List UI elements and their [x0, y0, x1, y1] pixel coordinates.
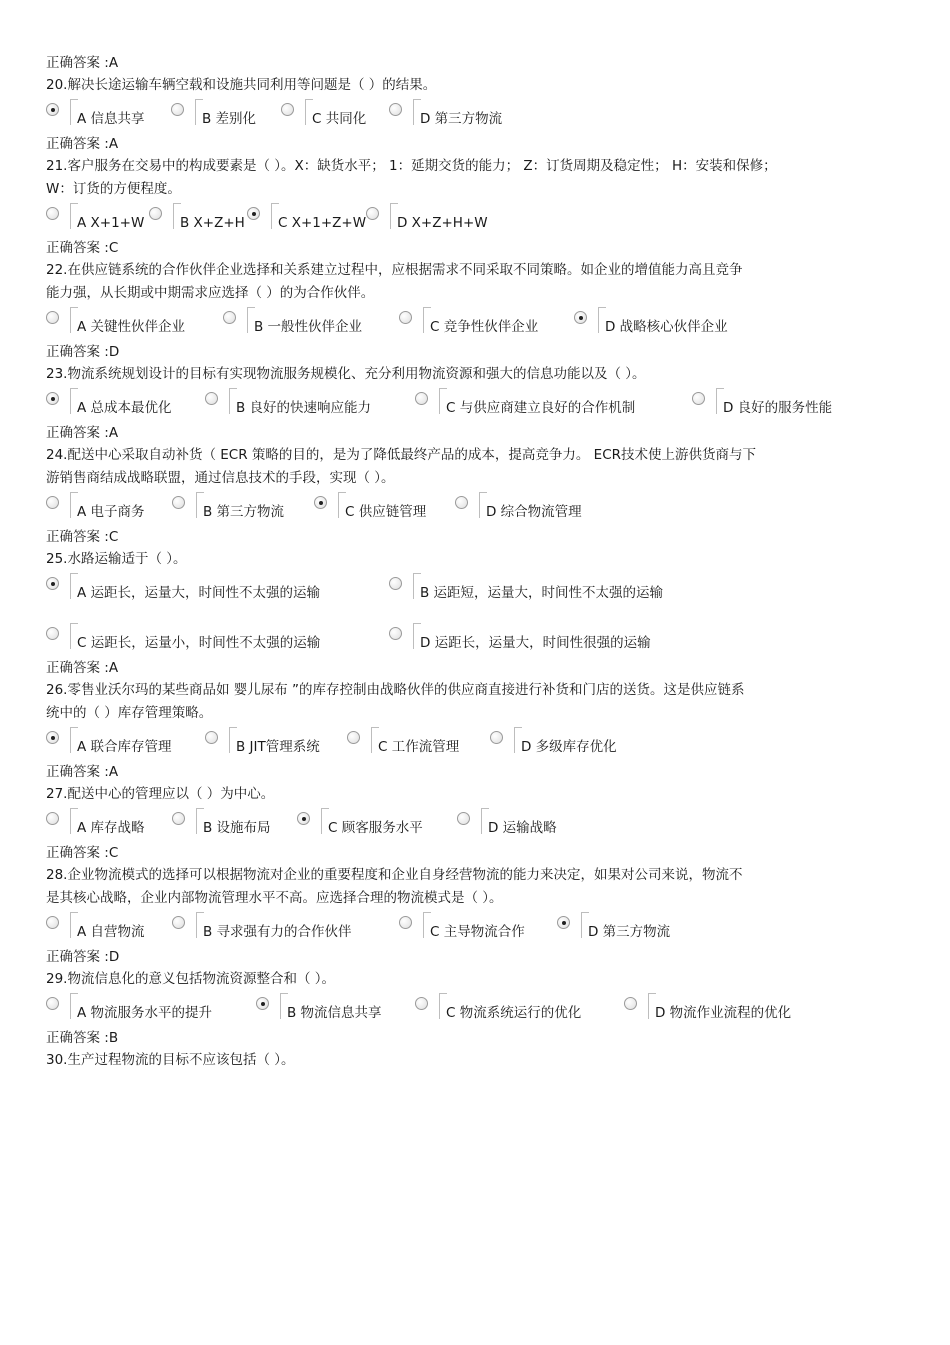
radio-unselected-icon[interactable]: [389, 627, 402, 640]
option-row: [46, 577, 906, 603]
question-text: 22.在供应链系统的合作伙伴企业选择和关系建立过程中，应根据需求不同采取不同策略。如企业的增值能力高且竞争: [46, 262, 743, 278]
option-row: [46, 392, 906, 418]
option-label: B 运距短，运量大，时间性不太强的运输: [420, 585, 664, 601]
question-text: 30.生产过程物流的目标不应该包括（ ）。: [46, 1052, 295, 1068]
radio-unselected-icon[interactable]: [205, 731, 218, 744]
radio-unselected-icon[interactable]: [46, 207, 59, 220]
radio-selected-icon[interactable]: [256, 997, 269, 1010]
option-row: [46, 916, 906, 942]
radio-unselected-icon[interactable]: [205, 392, 218, 405]
correct-answer: 正确答案 :A: [46, 136, 119, 152]
radio-unselected-icon[interactable]: [46, 496, 59, 509]
radio-unselected-icon[interactable]: [457, 812, 470, 825]
correct-answer: 正确答案 :C: [46, 240, 119, 256]
option-label: A 关键性伙伴企业: [77, 319, 186, 335]
option-label: D 综合物流管理: [486, 504, 582, 520]
option-label: C 运距长，运量小，时间性不太强的运输: [77, 635, 321, 651]
option-label: C 供应链管理: [345, 504, 427, 520]
option-label: C 工作流管理: [378, 739, 460, 755]
correct-answer: 正确答案 :A: [46, 425, 119, 441]
radio-unselected-icon[interactable]: [415, 392, 428, 405]
option-label: B 设施布局: [203, 820, 271, 836]
option-row: [46, 103, 906, 129]
option-label: D 第三方物流: [420, 111, 503, 127]
radio-selected-icon[interactable]: [46, 731, 59, 744]
radio-unselected-icon[interactable]: [399, 916, 412, 929]
question-text: W：订货的方便程度。: [46, 181, 181, 197]
option-row: [46, 496, 906, 522]
option-label: A 库存战略: [77, 820, 145, 836]
option-label: A 电子商务: [77, 504, 145, 520]
correct-answer: 正确答案 :A: [46, 660, 119, 676]
correct-answer: 正确答案 :A: [46, 764, 119, 780]
radio-unselected-icon[interactable]: [172, 496, 185, 509]
option-label: A 信息共享: [77, 111, 145, 127]
option-label: D 良好的服务性能: [723, 400, 833, 416]
correct-answer: 正确答案 :C: [46, 529, 119, 545]
option-label: A 联合库存管理: [77, 739, 172, 755]
correct-answer: 正确答案 :D: [46, 949, 120, 965]
option-label: B JIT管理系统: [236, 739, 320, 755]
radio-unselected-icon[interactable]: [347, 731, 360, 744]
option-label: A 总成本最优化: [77, 400, 172, 416]
question-text: 是其核心战略，企业内部物流管理水平不高。应选择合理的物流模式是（ ）。: [46, 890, 503, 906]
radio-unselected-icon[interactable]: [46, 997, 59, 1010]
option-label: C 共同化: [312, 111, 367, 127]
question-text: 25.水路运输适于（ ）。: [46, 551, 187, 567]
option-label: D 第三方物流: [588, 924, 671, 940]
radio-unselected-icon[interactable]: [172, 916, 185, 929]
radio-selected-icon[interactable]: [46, 392, 59, 405]
correct-answer: 正确答案 :D: [46, 344, 120, 360]
question-text: 20.解决长途运输车辆空载和设施共同利用等问题是（ ）的结果。: [46, 77, 437, 93]
option-label: B 一般性伙伴企业: [254, 319, 363, 335]
option-label: B 良好的快速响应能力: [236, 400, 372, 416]
option-row: [46, 731, 906, 757]
question-text: 23.物流系统规划设计的目标有实现物流服务规模化、充分利用物流资源和强大的信息功能以及（ ）。: [46, 366, 646, 382]
radio-selected-icon[interactable]: [46, 577, 59, 590]
radio-unselected-icon[interactable]: [692, 392, 705, 405]
option-label: A 自营物流: [77, 924, 145, 940]
correct-answer: 正确答案 :B: [46, 1030, 119, 1046]
option-row: [46, 311, 906, 337]
radio-selected-icon[interactable]: [574, 311, 587, 324]
radio-unselected-icon[interactable]: [490, 731, 503, 744]
question-text: 26.零售业沃尔玛的某些商品如 婴儿尿布 ”的库存控制由战略伙伴的供应商直接进行补货和门店的送货。这是供应链系: [46, 682, 745, 698]
radio-unselected-icon[interactable]: [281, 103, 294, 116]
question-text: 游销售商结成战略联盟，通过信息技术的手段，实现（ ）。: [46, 470, 395, 486]
radio-selected-icon[interactable]: [247, 207, 260, 220]
radio-selected-icon[interactable]: [314, 496, 327, 509]
question-text: 29.物流信息化的意义包括物流资源整合和（ ）。: [46, 971, 336, 987]
option-row: [46, 207, 906, 233]
radio-unselected-icon[interactable]: [389, 103, 402, 116]
radio-unselected-icon[interactable]: [366, 207, 379, 220]
option-label: C 竞争性伙伴企业: [430, 319, 539, 335]
option-label: B X+Z+H: [180, 215, 245, 231]
radio-unselected-icon[interactable]: [399, 311, 412, 324]
radio-unselected-icon[interactable]: [389, 577, 402, 590]
option-label: D 运距长，运量大，时间性很强的运输: [420, 635, 651, 651]
question-text: 21.客户服务在交易中的构成要素是（ ）。X：缺货水平； 1：延期交货的能力； Z：订货周期及稳定性； H：安装和保修；: [46, 158, 777, 174]
option-label: A 物流服务水平的提升: [77, 1005, 213, 1021]
option-label: B 差别化: [202, 111, 257, 127]
radio-unselected-icon[interactable]: [171, 103, 184, 116]
spacer: [46, 603, 906, 621]
option-label: C X+1+Z+W: [278, 215, 367, 231]
radio-selected-icon[interactable]: [297, 812, 310, 825]
question-text: 27.配送中心的管理应以（ ）为中心。: [46, 786, 275, 802]
option-label: B 物流信息共享: [287, 1005, 382, 1021]
radio-unselected-icon[interactable]: [455, 496, 468, 509]
radio-unselected-icon[interactable]: [415, 997, 428, 1010]
radio-unselected-icon[interactable]: [46, 916, 59, 929]
radio-unselected-icon[interactable]: [46, 627, 59, 640]
option-label: A 运距长，运量大，时间性不太强的运输: [77, 585, 321, 601]
radio-selected-icon[interactable]: [46, 103, 59, 116]
radio-unselected-icon[interactable]: [624, 997, 637, 1010]
option-row: [46, 997, 906, 1023]
option-label: C 顾客服务水平: [328, 820, 423, 836]
option-label: B 寻求强有力的合作伙伴: [203, 924, 352, 940]
radio-unselected-icon[interactable]: [223, 311, 236, 324]
option-label: D 运输战略: [488, 820, 557, 836]
question-text: 28.企业物流模式的选择可以根据物流对企业的重要程度和企业自身经营物流的能力来决定，如果对公司来说，物流不: [46, 867, 743, 883]
radio-unselected-icon[interactable]: [46, 812, 59, 825]
option-label: C 与供应商建立良好的合作机制: [446, 400, 636, 416]
option-row: [46, 627, 906, 653]
option-label: D 战略核心伙伴企业: [605, 319, 728, 335]
document-body: [46, 52, 906, 1072]
option-label: D 多级库存优化: [521, 739, 617, 755]
radio-unselected-icon[interactable]: [149, 207, 162, 220]
question-text: 统中的（ ）库存管理策略。: [46, 705, 213, 721]
correct-answer: 正确答案 :A: [46, 55, 119, 71]
option-label: D X+Z+H+W: [397, 215, 488, 231]
question-text: 能力强，从长期或中期需求应选择（ ）的为合作伙伴。: [46, 285, 375, 301]
option-label: D 物流作业流程的优化: [655, 1005, 792, 1021]
option-label: C 物流系统运行的优化: [446, 1005, 582, 1021]
radio-unselected-icon[interactable]: [46, 311, 59, 324]
radio-unselected-icon[interactable]: [172, 812, 185, 825]
option-label: A X+1+W: [77, 215, 145, 231]
option-label: C 主导物流合作: [430, 924, 525, 940]
radio-selected-icon[interactable]: [557, 916, 570, 929]
correct-answer: 正确答案 :C: [46, 845, 119, 861]
option-label: B 第三方物流: [203, 504, 285, 520]
question-text: 24.配送中心采取自动补货（ ECR 策略的目的，是为了降低最终产品的成本，提高竞争力。 ECR技术使上游供货商与下: [46, 447, 757, 463]
option-row: [46, 812, 906, 838]
